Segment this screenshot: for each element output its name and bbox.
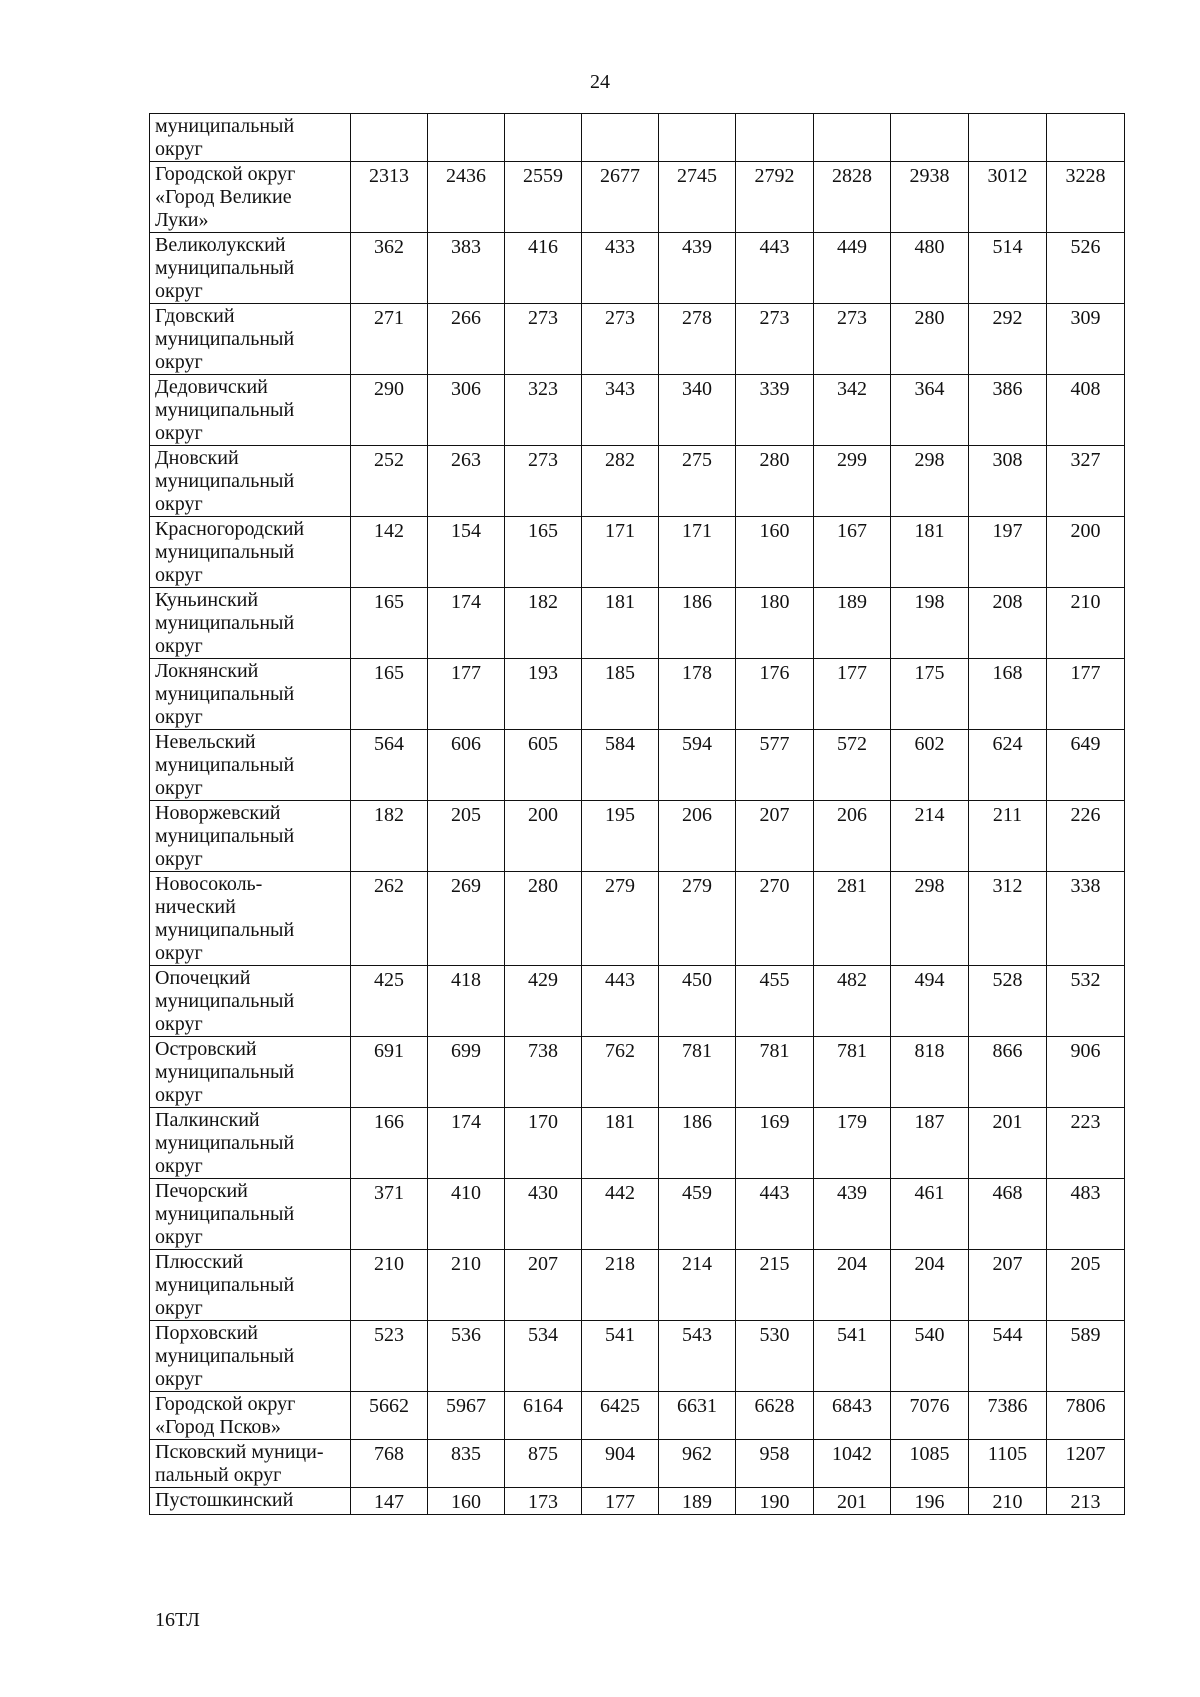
value-cell: 306 — [428, 375, 505, 446]
municipality-name: Куньинский муниципальный округ — [150, 588, 351, 659]
value-cell: 292 — [969, 304, 1047, 375]
municipality-name: Великолукский муниципальный округ — [150, 233, 351, 304]
value-cell: 762 — [582, 1037, 659, 1108]
value-cell: 624 — [969, 730, 1047, 801]
municipality-name: Дновский муниципальный округ — [150, 446, 351, 517]
value-cell: 275 — [659, 446, 736, 517]
value-cell: 273 — [582, 304, 659, 375]
municipality-name: Красногородский муниципальный округ — [150, 517, 351, 588]
value-cell: 177 — [814, 659, 891, 730]
value-cell: 514 — [969, 233, 1047, 304]
value-cell — [428, 114, 505, 162]
value-cell: 211 — [969, 801, 1047, 872]
table-row — [150, 1488, 1125, 1515]
value-cell: 429 — [505, 966, 582, 1037]
value-cell: 205 — [1047, 1250, 1125, 1321]
table-row — [150, 966, 1125, 1037]
value-cell: 468 — [969, 1179, 1047, 1250]
table-row — [150, 1392, 1125, 1440]
value-cell: 7076 — [891, 1392, 969, 1440]
value-cell: 530 — [736, 1321, 814, 1392]
value-cell: 196 — [891, 1488, 969, 1515]
value-cell — [659, 114, 736, 162]
value-cell: 165 — [351, 588, 428, 659]
value-cell: 691 — [351, 1037, 428, 1108]
table-row — [150, 233, 1125, 304]
value-cell: 210 — [428, 1250, 505, 1321]
value-cell: 6164 — [505, 1392, 582, 1440]
value-cell: 439 — [814, 1179, 891, 1250]
value-cell: 534 — [505, 1321, 582, 1392]
value-cell: 544 — [969, 1321, 1047, 1392]
value-cell: 589 — [1047, 1321, 1125, 1392]
value-cell: 362 — [351, 233, 428, 304]
table-row — [150, 517, 1125, 588]
value-cell: 480 — [891, 233, 969, 304]
value-cell: 266 — [428, 304, 505, 375]
municipality-name: Пустошкинский — [150, 1488, 351, 1515]
value-cell: 160 — [428, 1488, 505, 1515]
value-cell: 450 — [659, 966, 736, 1037]
value-cell: 459 — [659, 1179, 736, 1250]
value-cell: 166 — [351, 1108, 428, 1179]
value-cell: 342 — [814, 375, 891, 446]
value-cell: 2745 — [659, 162, 736, 233]
value-cell: 738 — [505, 1037, 582, 1108]
value-cell: 181 — [891, 517, 969, 588]
value-cell: 6628 — [736, 1392, 814, 1440]
value-cell: 252 — [351, 446, 428, 517]
value-cell: 7806 — [1047, 1392, 1125, 1440]
value-cell: 1042 — [814, 1440, 891, 1488]
value-cell: 536 — [428, 1321, 505, 1392]
value-cell: 226 — [1047, 801, 1125, 872]
value-cell: 835 — [428, 1440, 505, 1488]
table-row — [150, 872, 1125, 966]
value-cell: 215 — [736, 1250, 814, 1321]
value-cell: 273 — [736, 304, 814, 375]
value-cell: 167 — [814, 517, 891, 588]
value-cell — [969, 114, 1047, 162]
value-cell: 201 — [814, 1488, 891, 1515]
municipality-name: Городской округ «Город Великие Луки» — [150, 162, 351, 233]
value-cell: 189 — [659, 1488, 736, 1515]
table-row — [150, 1321, 1125, 1392]
municipality-name: Порховский муниципальный округ — [150, 1321, 351, 1392]
value-cell: 208 — [969, 588, 1047, 659]
value-cell: 455 — [736, 966, 814, 1037]
table-row — [150, 114, 1125, 162]
value-cell: 186 — [659, 1108, 736, 1179]
value-cell: 280 — [891, 304, 969, 375]
value-cell: 197 — [969, 517, 1047, 588]
value-cell: 273 — [814, 304, 891, 375]
value-cell: 439 — [659, 233, 736, 304]
value-cell: 5662 — [351, 1392, 428, 1440]
value-cell: 210 — [969, 1488, 1047, 1515]
value-cell: 327 — [1047, 446, 1125, 517]
page-number: 24 — [590, 71, 610, 93]
value-cell: 2828 — [814, 162, 891, 233]
value-cell: 200 — [505, 801, 582, 872]
value-cell: 201 — [969, 1108, 1047, 1179]
value-cell: 962 — [659, 1440, 736, 1488]
value-cell: 523 — [351, 1321, 428, 1392]
value-cell: 572 — [814, 730, 891, 801]
value-cell: 176 — [736, 659, 814, 730]
value-cell: 278 — [659, 304, 736, 375]
value-cell: 540 — [891, 1321, 969, 1392]
value-cell: 875 — [505, 1440, 582, 1488]
municipality-name: Невельский муниципальный округ — [150, 730, 351, 801]
value-cell: 430 — [505, 1179, 582, 1250]
value-cell: 958 — [736, 1440, 814, 1488]
value-cell: 206 — [659, 801, 736, 872]
value-cell: 7386 — [969, 1392, 1047, 1440]
table-row — [150, 659, 1125, 730]
value-cell: 443 — [736, 1179, 814, 1250]
value-cell: 383 — [428, 233, 505, 304]
value-cell: 309 — [1047, 304, 1125, 375]
value-cell: 2559 — [505, 162, 582, 233]
table-row — [150, 1250, 1125, 1321]
value-cell: 269 — [428, 872, 505, 966]
value-cell: 290 — [351, 375, 428, 446]
table-row — [150, 375, 1125, 446]
value-cell: 190 — [736, 1488, 814, 1515]
value-cell: 308 — [969, 446, 1047, 517]
municipality-name: Палкинский муниципальный округ — [150, 1108, 351, 1179]
table-row — [150, 1440, 1125, 1488]
value-cell: 189 — [814, 588, 891, 659]
value-cell: 781 — [814, 1037, 891, 1108]
municipality-name: муниципальный округ — [150, 114, 351, 162]
municipality-name: Опочецкий муниципальный округ — [150, 966, 351, 1037]
municipality-name: Новоржевский муниципальный округ — [150, 801, 351, 872]
municipality-name: Плюсский муниципальный округ — [150, 1250, 351, 1321]
value-cell: 147 — [351, 1488, 428, 1515]
value-cell: 340 — [659, 375, 736, 446]
value-cell: 339 — [736, 375, 814, 446]
value-cell: 280 — [736, 446, 814, 517]
value-cell — [1047, 114, 1125, 162]
value-cell: 904 — [582, 1440, 659, 1488]
value-cell: 528 — [969, 966, 1047, 1037]
value-cell: 182 — [351, 801, 428, 872]
value-cell: 214 — [891, 801, 969, 872]
value-cell: 174 — [428, 588, 505, 659]
value-cell: 279 — [582, 872, 659, 966]
value-cell: 282 — [582, 446, 659, 517]
value-cell: 2436 — [428, 162, 505, 233]
value-cell: 433 — [582, 233, 659, 304]
value-cell: 169 — [736, 1108, 814, 1179]
value-cell: 442 — [582, 1179, 659, 1250]
value-cell: 193 — [505, 659, 582, 730]
value-cell: 205 — [428, 801, 505, 872]
value-cell: 418 — [428, 966, 505, 1037]
value-cell: 186 — [659, 588, 736, 659]
value-cell: 443 — [582, 966, 659, 1037]
value-cell: 262 — [351, 872, 428, 966]
table-row — [150, 801, 1125, 872]
value-cell: 210 — [351, 1250, 428, 1321]
value-cell: 298 — [891, 872, 969, 966]
value-cell: 160 — [736, 517, 814, 588]
value-cell — [736, 114, 814, 162]
value-cell: 279 — [659, 872, 736, 966]
value-cell: 1207 — [1047, 1440, 1125, 1488]
value-cell: 263 — [428, 446, 505, 517]
value-cell: 364 — [891, 375, 969, 446]
table-row — [150, 730, 1125, 801]
value-cell: 273 — [505, 446, 582, 517]
value-cell: 298 — [891, 446, 969, 517]
value-cell: 6425 — [582, 1392, 659, 1440]
value-cell: 3228 — [1047, 162, 1125, 233]
value-cell: 541 — [582, 1321, 659, 1392]
value-cell: 171 — [659, 517, 736, 588]
table-body — [150, 114, 1125, 1515]
value-cell: 177 — [582, 1488, 659, 1515]
value-cell: 818 — [891, 1037, 969, 1108]
value-cell: 173 — [505, 1488, 582, 1515]
value-cell — [891, 114, 969, 162]
value-cell: 6631 — [659, 1392, 736, 1440]
value-cell — [351, 114, 428, 162]
table-row — [150, 304, 1125, 375]
value-cell: 2938 — [891, 162, 969, 233]
value-cell: 781 — [659, 1037, 736, 1108]
value-cell: 218 — [582, 1250, 659, 1321]
value-cell: 213 — [1047, 1488, 1125, 1515]
value-cell: 181 — [582, 588, 659, 659]
value-cell: 214 — [659, 1250, 736, 1321]
value-cell: 2677 — [582, 162, 659, 233]
table-row — [150, 446, 1125, 517]
value-cell: 410 — [428, 1179, 505, 1250]
value-cell: 526 — [1047, 233, 1125, 304]
value-cell: 482 — [814, 966, 891, 1037]
value-cell: 541 — [814, 1321, 891, 1392]
value-cell: 175 — [891, 659, 969, 730]
value-cell: 483 — [1047, 1179, 1125, 1250]
value-cell: 181 — [582, 1108, 659, 1179]
value-cell: 187 — [891, 1108, 969, 1179]
value-cell: 323 — [505, 375, 582, 446]
value-cell: 207 — [505, 1250, 582, 1321]
municipality-name: Псковский муници- пальный округ — [150, 1440, 351, 1488]
value-cell: 177 — [1047, 659, 1125, 730]
value-cell: 180 — [736, 588, 814, 659]
value-cell: 174 — [428, 1108, 505, 1179]
value-cell: 577 — [736, 730, 814, 801]
table-row — [150, 1179, 1125, 1250]
value-cell: 171 — [582, 517, 659, 588]
value-cell: 195 — [582, 801, 659, 872]
value-cell: 3012 — [969, 162, 1047, 233]
value-cell: 564 — [351, 730, 428, 801]
value-cell: 165 — [351, 659, 428, 730]
data-table — [149, 113, 1125, 1515]
municipality-name: Печорский муниципальный округ — [150, 1179, 351, 1250]
value-cell: 273 — [505, 304, 582, 375]
value-cell: 543 — [659, 1321, 736, 1392]
value-cell: 494 — [891, 966, 969, 1037]
table-row — [150, 1037, 1125, 1108]
value-cell — [505, 114, 582, 162]
municipality-name: Островский муниципальный округ — [150, 1037, 351, 1108]
value-cell: 6843 — [814, 1392, 891, 1440]
value-cell: 425 — [351, 966, 428, 1037]
value-cell: 210 — [1047, 588, 1125, 659]
value-cell: 866 — [969, 1037, 1047, 1108]
value-cell: 2792 — [736, 162, 814, 233]
value-cell: 408 — [1047, 375, 1125, 446]
value-cell: 200 — [1047, 517, 1125, 588]
value-cell: 1085 — [891, 1440, 969, 1488]
value-cell: 605 — [505, 730, 582, 801]
value-cell: 443 — [736, 233, 814, 304]
value-cell: 386 — [969, 375, 1047, 446]
value-cell: 781 — [736, 1037, 814, 1108]
value-cell: 207 — [736, 801, 814, 872]
value-cell: 271 — [351, 304, 428, 375]
value-cell: 2313 — [351, 162, 428, 233]
value-cell: 280 — [505, 872, 582, 966]
value-cell — [814, 114, 891, 162]
value-cell: 165 — [505, 517, 582, 588]
value-cell: 594 — [659, 730, 736, 801]
value-cell: 699 — [428, 1037, 505, 1108]
value-cell: 5967 — [428, 1392, 505, 1440]
table-row — [150, 162, 1125, 233]
table-row — [150, 588, 1125, 659]
value-cell: 270 — [736, 872, 814, 966]
value-cell: 206 — [814, 801, 891, 872]
value-cell: 584 — [582, 730, 659, 801]
value-cell: 207 — [969, 1250, 1047, 1321]
value-cell: 177 — [428, 659, 505, 730]
value-cell — [582, 114, 659, 162]
value-cell: 168 — [969, 659, 1047, 730]
value-cell: 142 — [351, 517, 428, 588]
value-cell: 649 — [1047, 730, 1125, 801]
value-cell: 338 — [1047, 872, 1125, 966]
value-cell: 281 — [814, 872, 891, 966]
municipality-name: Локнянский муниципальный округ — [150, 659, 351, 730]
value-cell: 182 — [505, 588, 582, 659]
municipality-name: Дедовичский муниципальный округ — [150, 375, 351, 446]
value-cell: 299 — [814, 446, 891, 517]
value-cell: 185 — [582, 659, 659, 730]
value-cell: 1105 — [969, 1440, 1047, 1488]
footer-code: 16ТЛ — [155, 1609, 200, 1631]
value-cell: 461 — [891, 1179, 969, 1250]
value-cell: 416 — [505, 233, 582, 304]
value-cell: 906 — [1047, 1037, 1125, 1108]
value-cell: 532 — [1047, 966, 1125, 1037]
value-cell: 223 — [1047, 1108, 1125, 1179]
value-cell: 343 — [582, 375, 659, 446]
value-cell: 170 — [505, 1108, 582, 1179]
value-cell: 606 — [428, 730, 505, 801]
value-cell: 198 — [891, 588, 969, 659]
value-cell: 768 — [351, 1440, 428, 1488]
table-row — [150, 1108, 1125, 1179]
value-cell: 312 — [969, 872, 1047, 966]
value-cell: 179 — [814, 1108, 891, 1179]
value-cell: 204 — [891, 1250, 969, 1321]
value-cell: 602 — [891, 730, 969, 801]
value-cell: 449 — [814, 233, 891, 304]
value-cell: 371 — [351, 1179, 428, 1250]
value-cell: 154 — [428, 517, 505, 588]
value-cell: 204 — [814, 1250, 891, 1321]
municipality-name: Новосоколь- нический муниципальный округ — [150, 872, 351, 966]
municipality-name: Гдовский муниципальный округ — [150, 304, 351, 375]
value-cell: 178 — [659, 659, 736, 730]
municipality-name: Городской округ «Город Псков» — [150, 1392, 351, 1440]
